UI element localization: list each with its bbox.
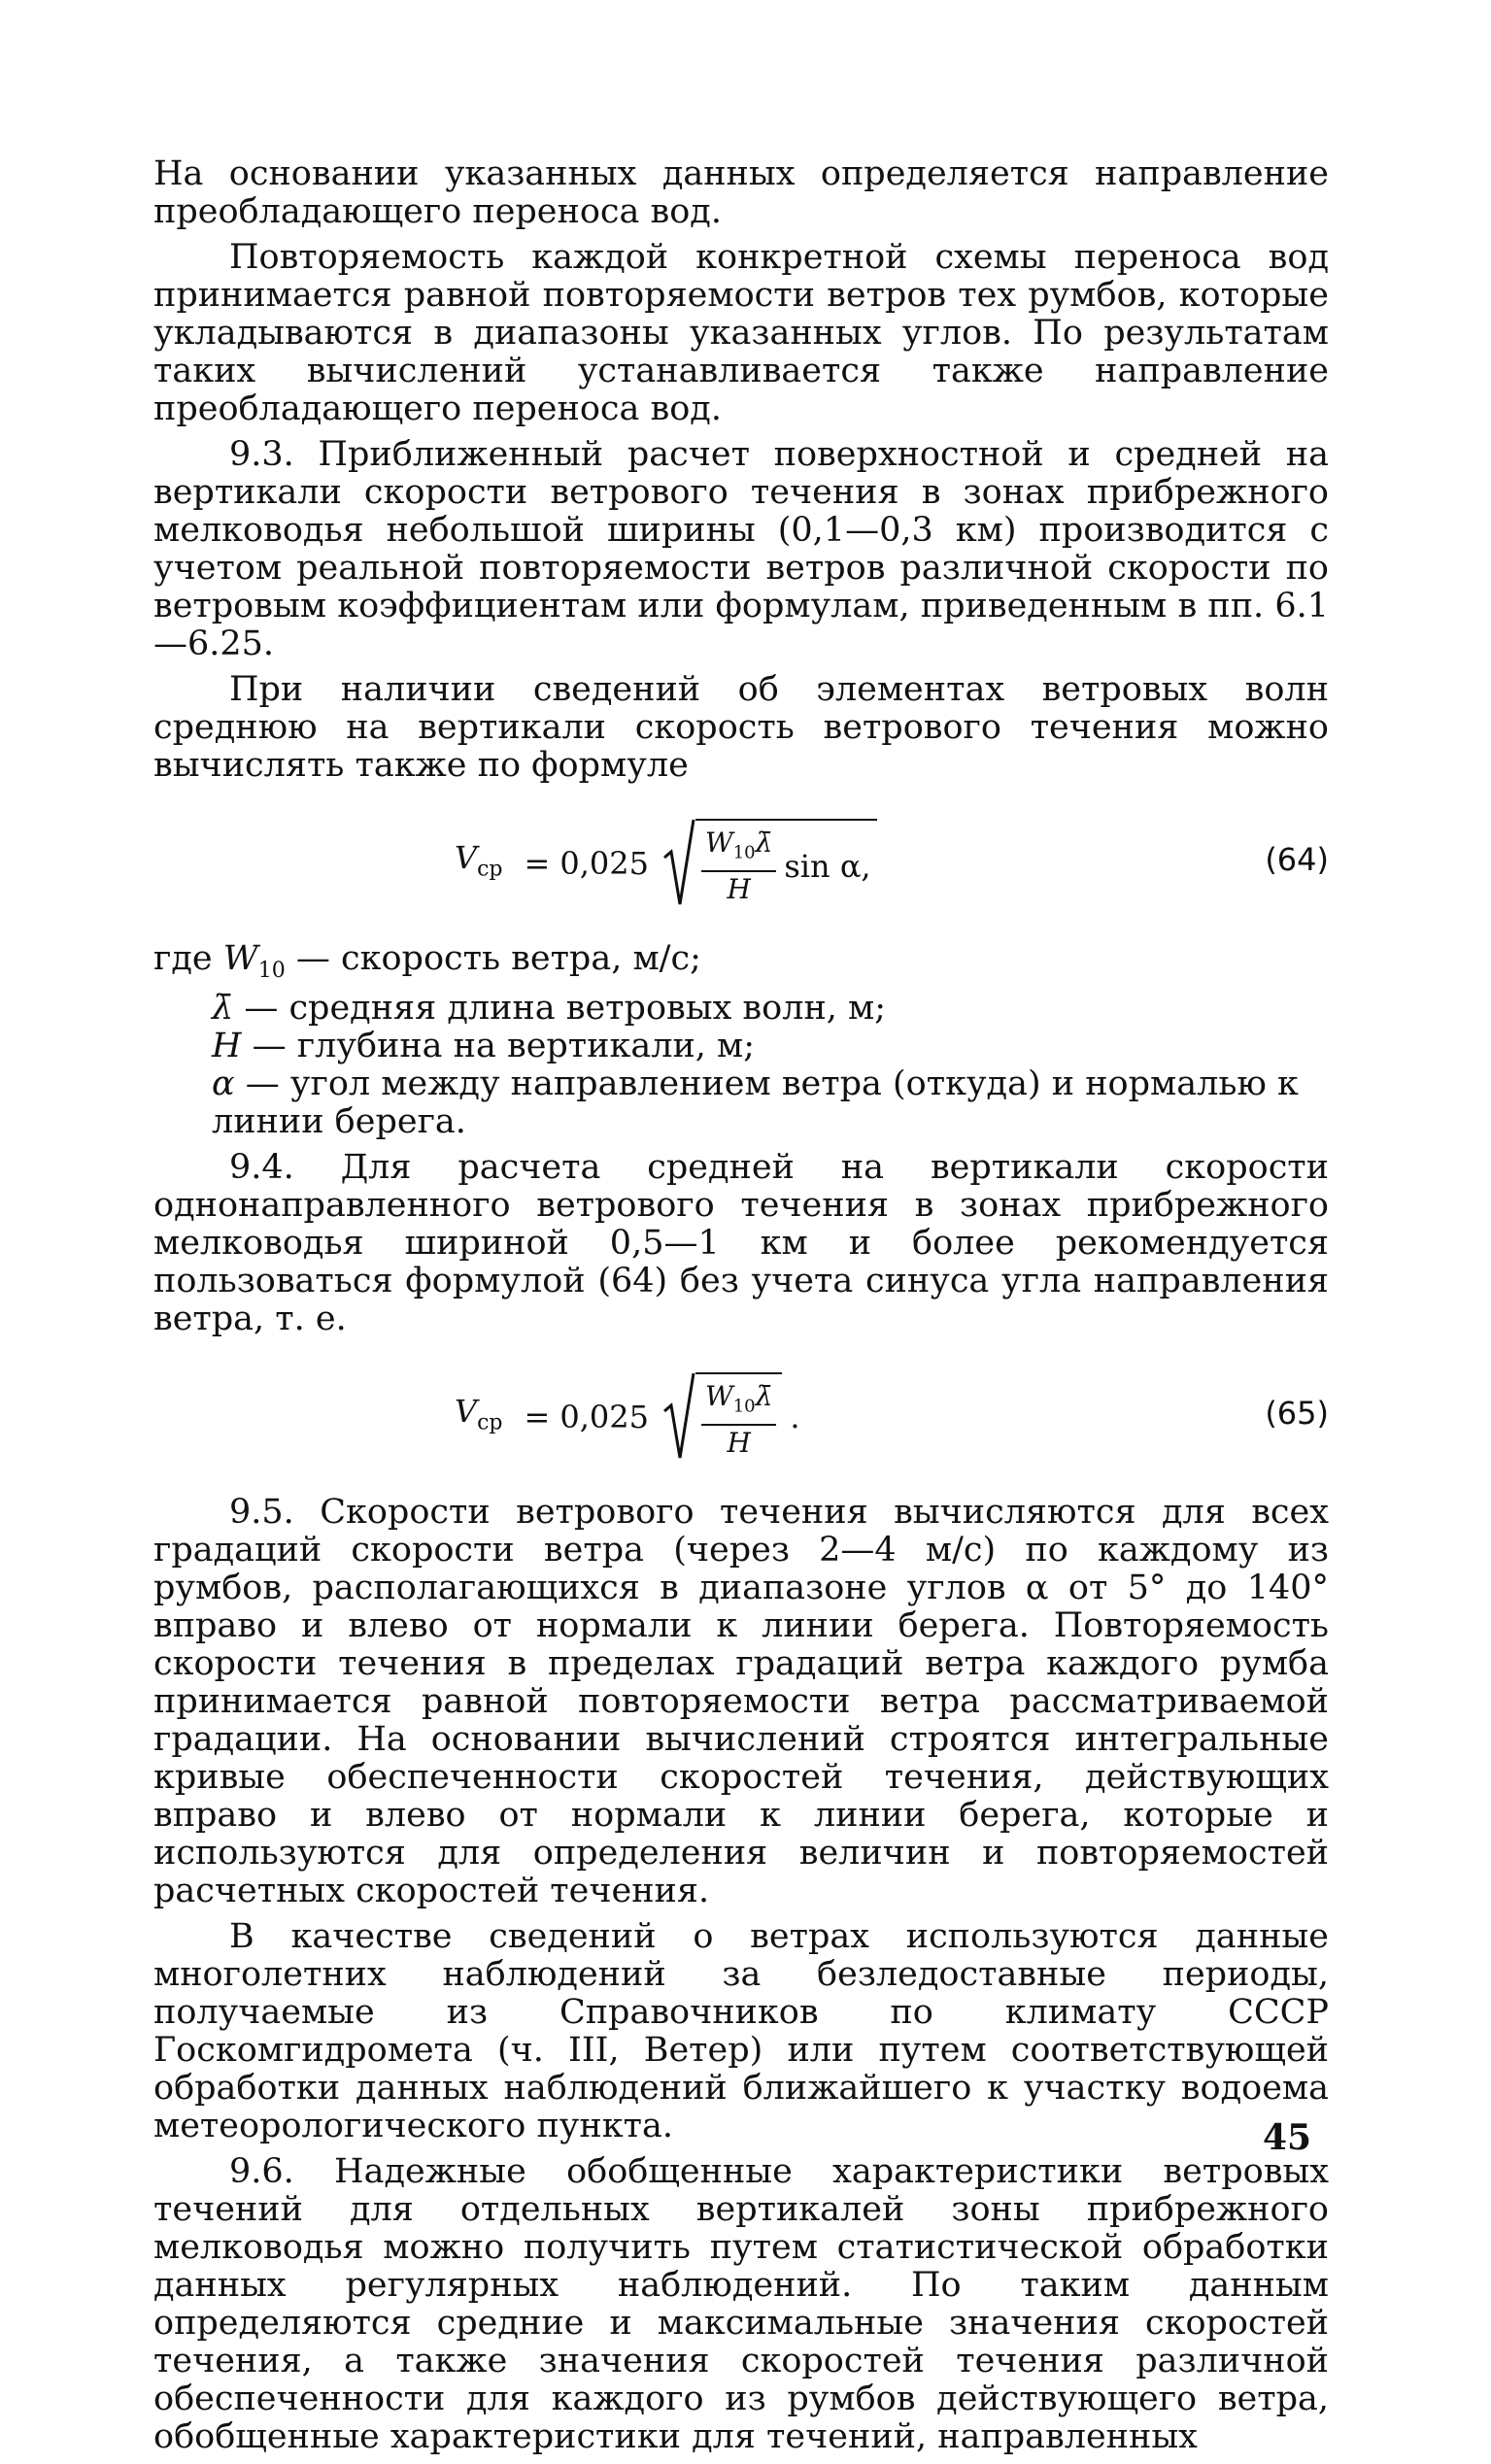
paragraph-9-3: 9.3. Приближенный расчет поверхностной и средней на вертикали скорости ветрового течения в зонах прибрежного мелководья небольшой ширины (0,1—0,3 км) производится с учетом реальной повторяемости ветров различной скорости по ветровым коэффициентам или формулам, приведенным в пп. 6.1—6.25. (153, 435, 1329, 663)
sqrt-sign-icon (662, 819, 695, 908)
equation-number-65: (65) (1265, 1395, 1329, 1432)
formula-64-sin: sin α, (784, 847, 871, 885)
paragraph-1: На основании указанных данных определяется направление преобладающего переноса вод. (153, 154, 1329, 231)
formula-64-fraction: $\frac{W_{10}\lambdā}{H}$ (701, 826, 776, 908)
formula-64-lhs: $V_{ср}$ (455, 838, 503, 882)
formula-64-sqrt (662, 819, 877, 908)
paragraph-7: В качестве сведений о ветрах используются данные многолетних наблюдений за безледоставные периоды, получаемые из Справочников по климату СССР Госкомгидромета (ч. III, Ветер) или путем соответствующей обработки данных наблюдений ближайшего к участку водоема метеорологического пункта. (153, 1917, 1329, 2145)
variable-definitions (153, 940, 1329, 1141)
formula-64-coefficient: 0,025 (559, 844, 649, 882)
definition-h: H — глубина на вертикали, м; (212, 1027, 756, 1065)
paragraph-9-5: 9.5. Скорости ветрового течения вычисляются для всех градаций скорости ветра (через 2—4 м/с) по каждому из румбов, располагающихся в диапазоне углов α от 5° до 140° вправо и влево от нормали к линии берега. Повторяемость скорости течения в пределах градаций ветра каждого румба принимается равной повторяемости ветра рассматриваемой градации. На основании вычислений строятся интегральные кривые обеспеченности скоростей течения, действующих вправо и влево от нормали к линии берега, которые и используются для определения величин и повторяемостей расчетных скоростей течения. (153, 1493, 1329, 1910)
formula-64-body (455, 820, 885, 907)
formula-65-body (455, 1373, 800, 1461)
equation-number-64: (64) (1265, 841, 1329, 878)
definition-w10: где $W_{10}$ — скорость ветра, м/с; (153, 939, 701, 983)
definition-alpha: α — угол между направлением ветра (откуда) и нормалью к линии берега. (212, 1064, 1299, 1141)
formula-64-equals: = (524, 844, 551, 882)
paragraph-4: При наличии сведений об элементах ветровых волн среднюю на вертикали скорость ветрового течения можно вычислять также по формуле (153, 670, 1329, 785)
formula-65-sqrt (662, 1372, 782, 1462)
formula-65-coefficient: 0,025 (559, 1398, 649, 1435)
paragraph-9-6: 9.6. Надежные обобщенные характеристики ветровых течений для отдельных вертикалей зоны прибрежного мелководья можно получить путем статистической обработки данных регулярных наблюдений. По таким данным определяются средние и максимальные значения скоростей течения, а также значения скоростей течения различной обеспеченности для каждого из румбов действующего ветра, обобщенные характеристики для течений, направленных (153, 2152, 1329, 2456)
definition-lambda: λ̄ — средняя длина ветровых волн, м; (212, 989, 887, 1028)
formula-64 (153, 802, 1329, 919)
paragraph-2: Повторяемость каждой конкретной схемы переноса вод принимается равной повторяемости ветров тех румбов, которые укладываются в диапазоны указанных углов. По результатам таких вычислений устанавливается также направление преобладающего переноса вод. (153, 238, 1329, 428)
formula-65 (153, 1356, 1329, 1472)
formula-65-period: . (790, 1398, 800, 1435)
paragraph-9-4: 9.4. Для расчета средней на вертикали скорости однонаправленного ветрового течения в зонах прибрежного мелководья шириной 0,5—1 км и более рекомендуется пользоваться формулой (64) без учета синуса угла направления ветра, т. е. (153, 1148, 1329, 1338)
page-number: 45 (1263, 2117, 1312, 2158)
formula-65-lhs: $V_{ср}$ (455, 1392, 503, 1435)
text-column (153, 155, 1329, 2464)
formula-65-equals: = (524, 1398, 551, 1435)
sqrt-sign-icon (662, 1372, 695, 1462)
formula-65-fraction: $\frac{W_{10}\lambdā}{H}$ (701, 1379, 776, 1462)
